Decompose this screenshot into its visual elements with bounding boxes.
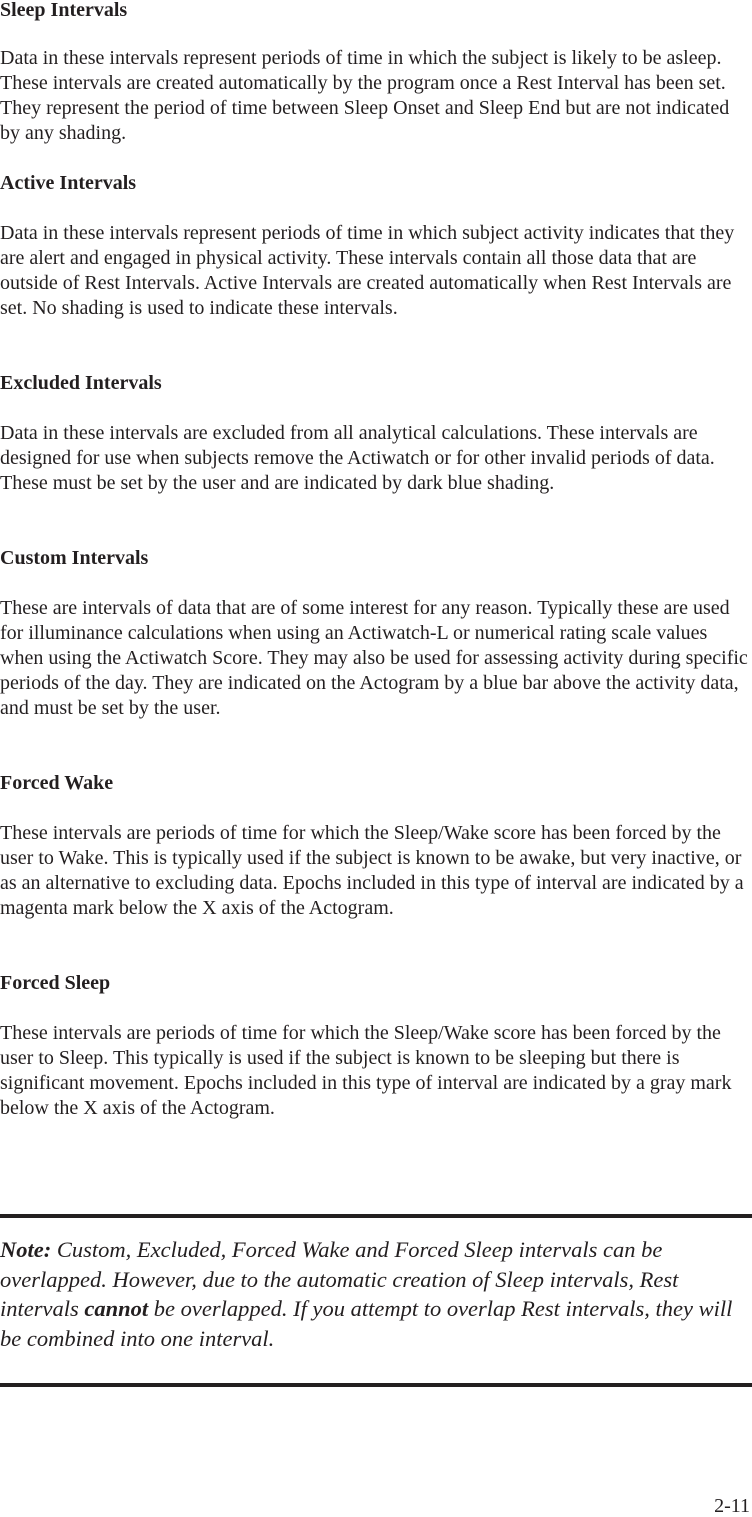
note-text-after: be overlapped. If you attempt to overlap Rest intervals, they will be combined into one interval. <box>0 1296 733 1351</box>
custom-intervals-text: These are intervals of data that are of some interest for any reason. Typically these are used for illuminance calculations when using an Actiwatch-L or numerical rating scale values when using the Actiwatch Score. They may also be used for assessing activity during specific periods of the day. They are indicated on the Actogram by a blue bar above the activity data, and must be set by the user. <box>0 597 748 719</box>
note-box <box>0 1235 750 1353</box>
note-label: Note: <box>0 1237 52 1262</box>
sleep-intervals-heading: Sleep Intervals <box>0 0 128 21</box>
note-emphasis: cannot <box>84 1296 149 1321</box>
forced-sleep-heading: Forced Sleep <box>0 972 111 994</box>
note-bottom-rule <box>0 1383 752 1387</box>
forced-sleep-text: These intervals are periods of time for which the Sleep/Wake score has been forced by the user to Sleep. This typically is used if the subject is known to be sleeping but there is significant movement. Epochs included in this type of interval are indicated by a gray mark below the X axis of the Actogram. <box>0 1022 732 1119</box>
custom-intervals-heading: Custom Intervals <box>0 547 149 569</box>
excluded-intervals-heading: Excluded Intervals <box>0 372 162 394</box>
forced-wake-heading: Forced Wake <box>0 772 114 794</box>
excluded-intervals-text: Data in these intervals are excluded from all analytical calculations. These intervals are designed for use when subjects remove the Actiwatch or for other invalid periods of data. These must be set by the user and are indicated by dark blue shading. <box>0 422 715 494</box>
active-intervals-heading: Active Intervals <box>0 172 137 194</box>
page-number: 2-11 <box>714 1495 750 1517</box>
sleep-intervals-text: Data in these intervals represent periods of time in which the subject is likely to be asleep. These intervals are created automatically by the program once a Rest Interval has been set. They represent the period of time between Sleep Onset and Sleep End but are not indicated by any shading. <box>0 47 730 144</box>
note-text-before: Custom, Excluded, Forced Wake and Forced Sleep intervals can be overlapped. However, due to the automatic creation of Sleep intervals, Rest intervals <box>0 1237 679 1321</box>
note-top-rule <box>0 1214 752 1218</box>
forced-wake-text: These intervals are periods of time for which the Sleep/Wake score has been forced by the user to Wake. This is typically used if the subject is known to be awake, but very inactive, or as an alternative to excluding data. Epochs included in this type of interval are indicated by a magenta mark below the X axis of the Actogram. <box>0 822 744 919</box>
active-intervals-text: Data in these intervals represent periods of time in which subject activity indicates that they are alert and engaged in physical activity. These intervals contain all those data that are outside of Rest Intervals. Active Intervals are created automatically when Rest Intervals are set. No shading is used to indicate these intervals. <box>0 222 735 319</box>
